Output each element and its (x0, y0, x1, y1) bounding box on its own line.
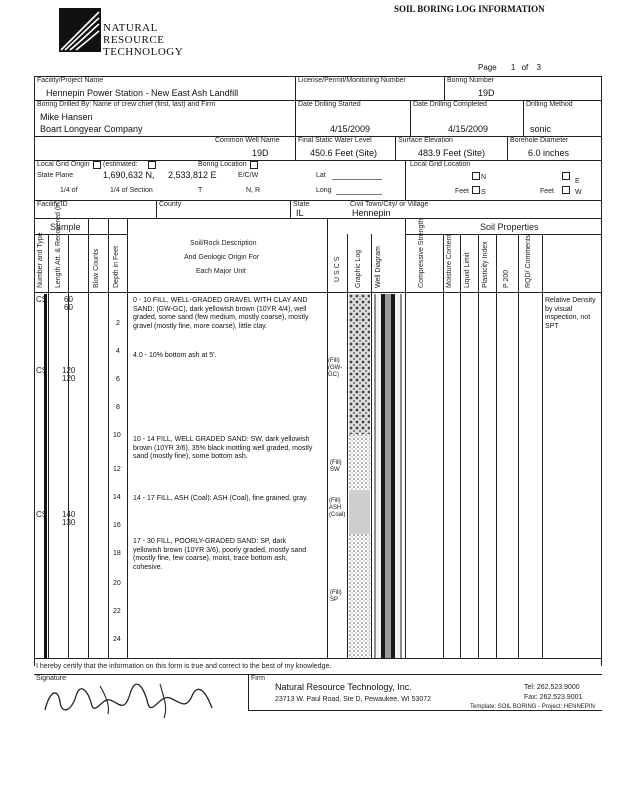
uscs-label-2: (Fill) SW (330, 460, 342, 473)
logo-swoosh-icon (59, 8, 101, 52)
col-moisture: Moisture Content (446, 234, 453, 288)
depth-label: 16 (113, 522, 121, 529)
page-of: of (521, 63, 529, 72)
local-grid-location-label: Local Grid Location (410, 161, 471, 168)
method-value: sonic (530, 124, 552, 134)
col-number-type: Number and Type (37, 232, 44, 288)
template-note: Template: SOIL BORING - Project: HENNEPIN (470, 704, 595, 710)
license-label: License/Permit/Monitoring Number (298, 77, 406, 84)
firm-label: Firm (251, 675, 265, 682)
certify-statement: I hereby certify that the information on this form is true and correct to the best of my knowledge. (36, 663, 332, 670)
col-rqd: RQD/ Comments (525, 234, 532, 288)
date-completed-value: 4/15/2009 (448, 124, 489, 134)
uscs-label-4: (Fill) SP (330, 590, 342, 603)
sample-label: Sample (50, 222, 81, 232)
lat-label: Lat (316, 172, 326, 179)
drilled-by-name: Mike Hansen (40, 112, 93, 122)
township-label: T (198, 187, 203, 194)
south-checkbox[interactable] (472, 186, 480, 194)
company-logo (59, 8, 101, 52)
surface-elevation-label: Surface Elevation (398, 137, 453, 144)
signature-label: Signature (36, 675, 66, 682)
facility-value: Hennepin Power Station - New East Ash Landfill (46, 88, 239, 98)
estimated-label: (estimated: (103, 161, 138, 168)
uscs-label-1: (Fill) (GW-GC) (328, 358, 343, 378)
date-started-label: Date Drilling Started (298, 101, 361, 108)
boring-location-label: Boring Location (198, 161, 247, 168)
graphic-log (349, 294, 370, 658)
north-checkbox[interactable] (472, 172, 480, 180)
grid-origin-label: Local Grid Origin (37, 161, 90, 168)
boring-location-checkbox[interactable] (250, 161, 258, 169)
doc-title: SOIL BORING LOG INFORMATION (394, 4, 545, 14)
soil-properties-label: Soil Properties (480, 222, 539, 232)
state-plane-east: 2,533,812 E (168, 170, 217, 180)
depth-label: 8 (116, 404, 120, 411)
water-level-value: 450.6 Feet (Site) (310, 148, 378, 158)
county-label: County (159, 201, 182, 208)
col-plasticity: Plasticity Index (482, 241, 489, 288)
state-plane-north: 1,690,632 N, (103, 170, 155, 180)
north-label: N (481, 174, 487, 181)
west-label: W (575, 189, 582, 196)
depth-label: 10 (113, 432, 121, 439)
depth-label: 6 (116, 376, 120, 383)
signature-scribble-icon (40, 680, 220, 720)
drilled-by-firm: Boart Longyear Company (40, 124, 143, 134)
col-well-diagram: Well Diagram (375, 246, 382, 288)
well-casing-graphic (373, 294, 403, 658)
depth-label: 24 (113, 636, 121, 643)
page-label: Page (478, 63, 497, 72)
state-value: IL (296, 208, 304, 218)
civil-town-value: Hennepin (352, 208, 391, 218)
boring-number-value: 19D (478, 88, 495, 98)
sample-2-rec: 120 (62, 374, 76, 383)
grid-origin-checkbox[interactable] (93, 161, 101, 169)
estimated-checkbox[interactable] (148, 161, 156, 169)
logo-line-1: NATURAL (103, 22, 158, 34)
depth-label: 22 (113, 608, 121, 615)
desc-header-3: Each Major Unit (196, 268, 246, 275)
description-unit-4: 17 - 30 FILL, POORLY-GRADED SAND: SP, dark yellowish brown (10YR 3/6), poorly graded, mostly sand (mostly fine, few coarse), moist, trace bottom ash, cohesive. (133, 538, 307, 571)
long-label: Long (316, 187, 332, 194)
col-blow-counts: Blow Counts (93, 248, 100, 288)
desc-header-1: Soil/Rock Description (190, 240, 257, 247)
boring-number-label: Boring Number (447, 77, 495, 84)
description-unit-2: 10 - 14 FILL, WELL GRADED SAND: SW, dark yellowish brown (10YR 3/6), 35% black mottling well graded, mostly sand (mostly fine), some bottom ash. (133, 436, 313, 460)
feet-label-ns: Feet (455, 188, 470, 195)
comments-note: Relative Density by visual inspection, not SPT (545, 297, 596, 330)
col-length-att: Length Att. & Recovered (in) (55, 200, 62, 288)
wi-well-label: Common Well Name (215, 137, 280, 144)
wi-well-value: 19D (252, 148, 269, 158)
depth-label: 20 (113, 580, 121, 587)
sample-2-att: 120 (62, 366, 76, 375)
facility-id-label: Facility ID (37, 201, 68, 208)
sample-3-att: 140 (62, 510, 76, 519)
range-label: N, R (246, 187, 260, 194)
description-unit-1: 0 - 10 FILL, WELL-GRADED GRAVEL WITH CLAY AND SAND: (GW-GC), dark yellowish brown (10YR 4/4), well graded, some sand (few medium, mostly coarse), mostly gravel (mostly fine, more coarse), little clay. (133, 297, 309, 330)
description-unit-1b: 4.0 - 10% bottom ash at 5'. (133, 352, 217, 359)
state-plane-zone: E/C/W (238, 172, 259, 179)
sample-3-rec: 130 (62, 518, 76, 527)
sample-1-type: CS (36, 295, 48, 304)
page-total: 3 (536, 63, 541, 72)
surface-elevation-value: 483.9 Feet (Site) (418, 148, 486, 158)
firm-address: 23713 W. Paul Road, Ste D, Pewaukee, WI 53072 (275, 696, 432, 703)
firm-name: Natural Resource Technology, Inc. (275, 682, 412, 692)
depth-label: 18 (113, 550, 121, 557)
depth-label: 14 (113, 494, 121, 501)
south-label: S (481, 189, 486, 196)
col-compressive: Compressive Strength (418, 218, 425, 288)
signature-graphic (40, 680, 220, 720)
east-checkbox[interactable] (562, 172, 570, 180)
sample-1-rec: 60 (64, 303, 73, 312)
east-label: E (575, 178, 580, 185)
feet-label-ew: Feet (540, 188, 555, 195)
graphic-log-pattern (349, 294, 370, 658)
col-uscs: U S C S (334, 256, 341, 282)
sample-1-att: 60 (64, 295, 73, 304)
borehole-diameter-value: 6.0 inches (528, 148, 570, 158)
well-diagram (373, 294, 403, 658)
sample-3-type: CS (36, 510, 48, 519)
drilled-by-label: Boring Drilled By: Name of crew chief (first, last) and Firm (37, 101, 216, 108)
state-plane-label: State Plane (37, 172, 74, 179)
col-depth: Depth in Feet (113, 245, 120, 288)
depth-label: 4 (116, 348, 120, 355)
logo-text (103, 22, 183, 58)
page-number: 1 (510, 63, 516, 72)
quarter-label: 1/4 of (60, 187, 78, 194)
civil-town-label: Civil Town/City/ or Village (350, 201, 429, 208)
section-label: 1/4 of Section (110, 187, 153, 194)
description-unit-3: 14 - 17 FILL, ASH (Coal): ASH (Coal), fine grained, gray. (133, 495, 308, 502)
desc-header-2: And Geologic Origin For (184, 254, 260, 261)
depth-label: 2 (116, 320, 120, 327)
borehole-diameter-label: Borehole Diameter (510, 137, 569, 144)
sample-bar (44, 294, 47, 658)
col-graphic-log: Graphic Log (355, 249, 362, 288)
uscs-label-3: (Fill) ASH (Coal) (329, 498, 346, 518)
date-completed-label: Date Drilling Completed (413, 101, 487, 108)
sample-2-type: CS (36, 366, 48, 375)
date-started-value: 4/15/2009 (330, 124, 371, 134)
west-checkbox[interactable] (562, 186, 570, 194)
method-label: Drilling Method (526, 101, 573, 108)
water-level-label: Final Static Water Level (298, 137, 372, 144)
logo-line-2: RESOURCE (103, 34, 165, 46)
col-p200: P 200 (503, 269, 510, 288)
state-label: State (293, 201, 310, 208)
firm-tel: Tel: 262.523.9000 (524, 684, 580, 691)
page-indicator (478, 63, 541, 72)
logo-line-3: TECHNOLOGY (103, 46, 184, 58)
depth-label: 12 (113, 466, 121, 473)
facility-label: Facility/Project Name (37, 77, 104, 84)
firm-fax: Fax: 262.523.9001 (524, 694, 583, 701)
col-liquid-limit: Liquid Limit (464, 252, 471, 288)
